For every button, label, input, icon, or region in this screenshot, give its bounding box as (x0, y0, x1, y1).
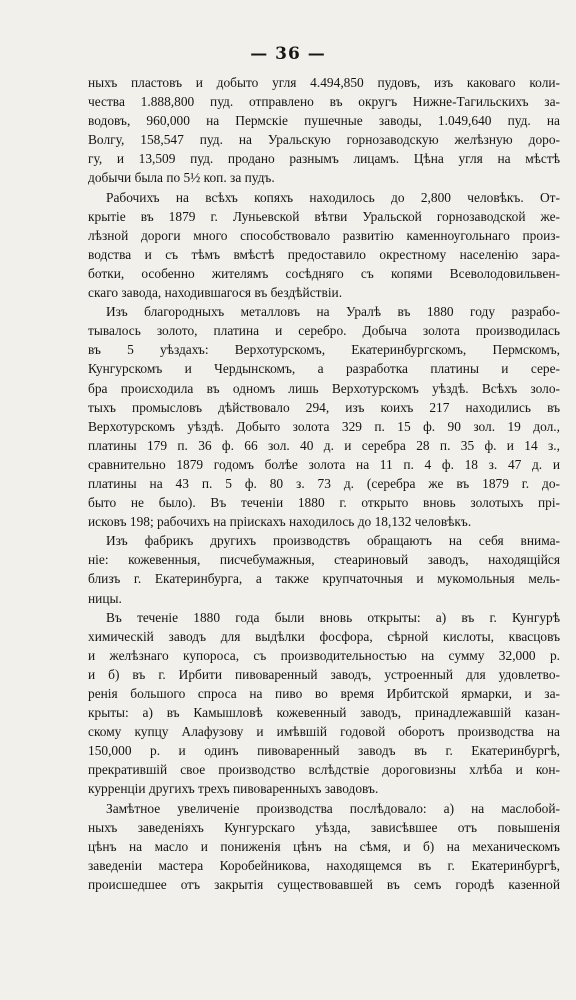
text-line: Волгу, 158,547 пуд. на Уральскую горнозаводскую желѣзную доро- (88, 132, 560, 148)
text-line: водства и съ тѣмъ вмѣстѣ предоставило окрестному населенію зара- (88, 246, 560, 262)
page-number: — 36 — (250, 44, 326, 64)
text-line: Кунгурскомъ и Чердынскомъ, а разработка платины и сере- (88, 361, 560, 377)
text-line: сравнительно 1879 годомъ болѣе золота на 11 п. 4 ф. 18 з. 47 д. и (88, 456, 560, 472)
text-line: ніе: кожевенныя, писчебумажныя, стеариновый заводъ, находящійся (88, 552, 560, 568)
text-line: Рабочихъ на всѣхъ копяхъ находилось до 2,800 человѣкъ. От- (106, 189, 560, 205)
text-line: цѣнъ на масло и пониженія цѣнъ на сѣмя, и б) на механическомъ (88, 838, 560, 854)
text-line: ныхъ заведеніяхъ Кунгурскаго уѣзда, зависѣвшее отъ повышенія (88, 819, 560, 835)
text-line: ныхъ пластовъ и добыто угля 4.494,850 пудовъ, изъ каковаго коли- (88, 75, 560, 90)
text-line: и желѣзнаго купороса, съ производительностью на сумму 32,000 р. (88, 647, 560, 663)
text-line: скому купцу Алафузову и имѣвшій годовой оборотъ производства на (88, 724, 560, 740)
text-line: крытіе въ 1879 г. Луньевской вѣтви Уральской горнозаводской же- (88, 208, 560, 224)
text-line: скаго завода, находившагося въ бездѣйствіи. (88, 285, 343, 301)
text-line: гу, и 13,509 пуд. продано разнымъ лицамъ. Цѣна угля на мѣстѣ (88, 151, 560, 167)
text-line: Изъ фабрикъ другихъ производствъ обращаютъ на себя внима- (106, 533, 560, 549)
text-line: ботки, особенно жителямъ сосѣдняго съ копями Всеволодовильвен- (88, 265, 560, 281)
text-line: Изъ благородныхъ металловъ на Уралѣ въ 1880 году разрабо- (106, 304, 560, 320)
text-line: чества 1.888,800 пуд. отправлено въ округъ Нижне-Тагильскихъ за- (88, 94, 560, 110)
text-line: тывалось золото, платина и серебро. Добыча золота производилась (88, 323, 560, 339)
text-line: крыты: а) въ Камышловѣ кожевенный заводъ, принадлежавшій казан- (88, 705, 560, 721)
text-line: прекратившій свое производство вслѣдствіе дороговизны хлѣба и кон- (88, 762, 560, 778)
text-line: химическій заводъ для выдѣлки фосфора, сѣрной кислоты, квасцовъ (88, 628, 560, 644)
text-line: 150,000 р. и одинъ пивоваренный заводъ въ г. Екатеринбургѣ, (88, 743, 560, 759)
text-line: въ 5 уѣздахъ: Верхотурскомъ, Екатеринбургскомъ, Пермскомъ, (88, 342, 560, 358)
text-line: происшедшее отъ закрытія существовавшей въ семъ городѣ казенной (88, 876, 560, 892)
text-line: лѣзной дороги много способствовало развитію каменноугольнаго произ- (88, 227, 560, 243)
text-line: близъ г. Екатеринбурга, а также крупчаточныя и мукомольныя мель- (88, 571, 560, 587)
text-line: бра происходила въ одномъ лишь Верхотурскомъ уѣздѣ. Всѣхъ золо- (88, 380, 560, 396)
text-line: курренціи другихъ трехъ пивоваренныхъ заводовъ. (88, 781, 379, 797)
text-line: добычи была по 5½ коп. за пудъ. (88, 170, 275, 186)
text-line: заведеніи мастера Коробейникова, находящемся въ г. Екатеринбургѣ, (88, 857, 560, 873)
text-line: платины 179 п. 36 ф. 66 зол. 40 д. и серебра 28 п. 35 ф. и 14 з., (88, 437, 560, 453)
text-line: быто не было). Въ теченіи 1880 г. открыто вновь золотыхъ прі- (88, 495, 560, 511)
text-line: исковъ 198; рабочихъ на пріискахъ находилось до 18,132 человѣкъ. (88, 514, 472, 530)
body-text (88, 73, 560, 894)
text-line: водовъ, 960,000 на Пермскіе пушечные заводы, 1.049,640 пуд. на (88, 113, 560, 129)
text-line: тыхъ промысловъ дѣйствовало 294, изъ коихъ 217 находились въ (88, 399, 560, 415)
text-line: платины на 43 п. 5 ф. 80 з. 73 д. (серебра же въ 1879 г. до- (88, 475, 560, 491)
text-line: ренія большого спроса на пиво во время Ирбитской ярмарки, и за- (88, 686, 560, 701)
text-line: Замѣтное увеличеніе производства послѣдовало: а) на маслобой- (106, 800, 560, 816)
text-line: ницы. (88, 590, 122, 606)
text-line: и б) въ г. Ирбити пивоваренный заводъ, устроенный для удовлетво- (88, 666, 560, 682)
text-line: Верхотурскомъ уѣздѣ. Добыто золота 329 п. 15 ф. 90 зол. 19 дол., (88, 418, 560, 434)
text-line: Въ теченіе 1880 года были вновь открыты: а) въ г. Кунгурѣ (106, 609, 560, 625)
